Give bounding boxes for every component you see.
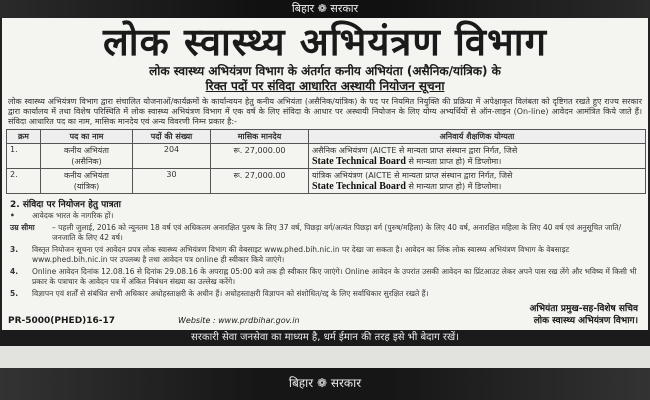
signatory-department: लोक स्वास्थ्य अभियंत्रण विभाग। — [533, 316, 638, 326]
banner-text: बिहार ❁ सरकार — [291, 2, 359, 15]
item-marker: उम्र सीमा — [10, 223, 35, 232]
row-number: 1. — [7, 144, 41, 169]
bottom-banner — [0, 368, 650, 400]
posts-table — [6, 129, 646, 194]
signature-block — [530, 303, 638, 327]
item-text: आवेदक भारत के नागरिक हों। — [32, 211, 114, 220]
section-heading: 2. संविदा पर नियोजन हेतु पात्रता — [10, 200, 122, 210]
item-marker: 3. — [10, 245, 19, 254]
col-header: मासिक मानदेय — [211, 130, 309, 144]
post-count: 30 — [133, 169, 211, 194]
item-text: विज्ञापन एवं शर्तों से संबंधित सभी अधिकार अधोहस्ताक्षरी के अधीन हैं। अधोहस्ताक्षरी विज्ञापन को संशोधित/रद्द के लिए सर्वाधिकार सुरक्षित रखते हैं। — [32, 289, 429, 298]
col-header: पद का नाम — [41, 130, 133, 144]
col-header: क्रम — [7, 130, 41, 144]
website-link[interactable]: Website : www.prdbihar.gov.in — [178, 316, 300, 325]
banner-text: बिहार ❁ सरकार — [288, 376, 362, 390]
list-item — [2, 288, 648, 300]
list-item — [2, 244, 648, 266]
intro-paragraph: लोक स्वास्थ्य अभियंत्रण विभाग द्वारा संचालित योजनाओं/कार्यक्रमों के कार्यान्वयन हेतु कनीय अभियंता (असैनिक/यांत्रिक) के पद पर नियमित नियुक्ति की प्रक्रिया में अपेक्षाकृत विलंबता को दृष्टिगत रखते हुए राज्य सरकार द्वारा कार्यालय में तथा विशेष परिस्थिति में लोक स्वास्थ्य अभियंत्रण विभाग में एक वर्ष के लिए संविदा के आधार पर अस्थायी नियोजन के लिए योग्य अभ्यर्थियों से ऑन-लाइन (On-line) आवेदन आमंत्रित किये जाते हैं। संविदा आधारित पद का नाम, मासिक मानदेय एवं अन्य विवरणी निम्न प्रकार है:- — [8, 97, 642, 126]
post-type: (असैनिक) — [71, 157, 102, 166]
footer-row — [2, 301, 648, 330]
subtitle-line-1: लोक स्वास्थ्य अभियंत्रण विभाग के अंतर्गत कनीय अभियंता (असैनिक/यांत्रिक) के — [149, 64, 501, 78]
list-item — [2, 222, 648, 244]
list-item — [2, 266, 648, 288]
qualification — [309, 144, 646, 169]
col-header: अनिवार्य शैक्षणिक योग्यता — [309, 130, 646, 144]
qualification — [309, 169, 646, 194]
subtitle-line-2: रिक्त पदों पर संविदा आधारित अस्थायी नियोजन सूचना — [205, 79, 445, 93]
post-count: 204 — [133, 144, 211, 169]
qualification-line: से मान्यता प्राप्त हो) में डिप्लोमा। — [408, 157, 502, 166]
qualification-line: असैनिक अभियंत्रण (AICTE से मान्यता प्राप्त संस्थान द्वारा निर्गत, जिसे — [312, 146, 518, 155]
post-title: कनीय अभियंता — [64, 171, 109, 180]
monthly-pay: रू. 27,000.00 — [211, 169, 309, 194]
item-marker: 5. — [10, 289, 19, 298]
post-name — [41, 169, 133, 194]
pr-code: PR-5000(PHED)16-17 — [8, 316, 116, 326]
item-text: – पहली जुलाई, 2016 को न्यूनतम 18 वर्ष एवं अधिकतम अनारक्षित पुरुष के लिए 37 वर्ष, पिछड़ा वर्ग/अत्यंत पिछड़ा वर्ग (पुरुष/महिला) के लिए 40 वर्ष, अनारक्षित महिला के लिए 40 वर्ष एवं अनुसूचित जाति/जनजाति के लिए 42 वर्ष। — [52, 223, 622, 242]
item-text: विस्तृत नियोजन सूचना एवं आवेदन प्रपत्र लोक स्वास्थ्य अभियंत्रण विभाग की वेबसाइट www.phed.bih.nic.in पर देखा जा सकता है। आवेदन का लिंक लोक स्वास्थ्य अभियंत्रण विभाग के वेबसाइट www.phed.bih.nic.in पर उपलब्ध है तथा आवेदन पत्र online ही स्वीकार किये जाएंगे। — [32, 245, 570, 264]
table-row — [7, 144, 646, 169]
monthly-pay: रू. 27,000.00 — [211, 144, 309, 169]
row-number: 2. — [7, 169, 41, 194]
item-marker: 4. — [10, 267, 19, 276]
item-text: Online आवेदन दिनांक 12.08.16 से दिनांक 29.08.16 के अपराह्न 05:00 बजे तक ही स्वीकार किए जाएंगे। Online आवेदन के उपरांत उसकी आवेदन का प्रिंटआउट लेकर अपने पास रख लेंगे और भविष्य में किसी भी प्रकार के पत्राचार के आवेदन पत्र में अंकित निबंधन संख्या का उल्लेख करेंगे। — [32, 267, 637, 286]
list-item — [2, 210, 648, 222]
qualification-line: यांत्रिक अभियंत्रण (AICTE से मान्यता प्राप्त संस्थान द्वारा निर्गत, जिसे — [312, 171, 513, 180]
signatory-title: अभियंता प्रमुख-सह-विशेष सचिव — [529, 304, 638, 314]
slogan-bar — [0, 330, 650, 346]
col-header: पदों की संख्या — [133, 130, 211, 144]
post-name — [41, 144, 133, 169]
qualification-line: से मान्यता प्राप्त हो) में डिप्लोमा। — [408, 182, 502, 191]
page-gap — [0, 346, 650, 368]
board-name: State Technical Board — [312, 156, 406, 167]
advertisement — [0, 18, 650, 330]
post-type: (यांत्रिक) — [73, 182, 100, 191]
post-title: कनीय अभियंता — [64, 146, 109, 155]
board-name: State Technical Board — [312, 181, 406, 192]
item-marker: • — [10, 211, 15, 220]
slogan-text: सरकारी सेवा जनसेवा का माध्यम है, धर्म ईमान की तरह इसे भी बेदाग रखें। — [191, 332, 459, 343]
page-title: लोक स्वास्थ्य अभियंत्रण विभाग — [103, 20, 547, 64]
table-row — [7, 169, 646, 194]
top-banner — [0, 0, 650, 18]
table-header — [7, 130, 646, 144]
